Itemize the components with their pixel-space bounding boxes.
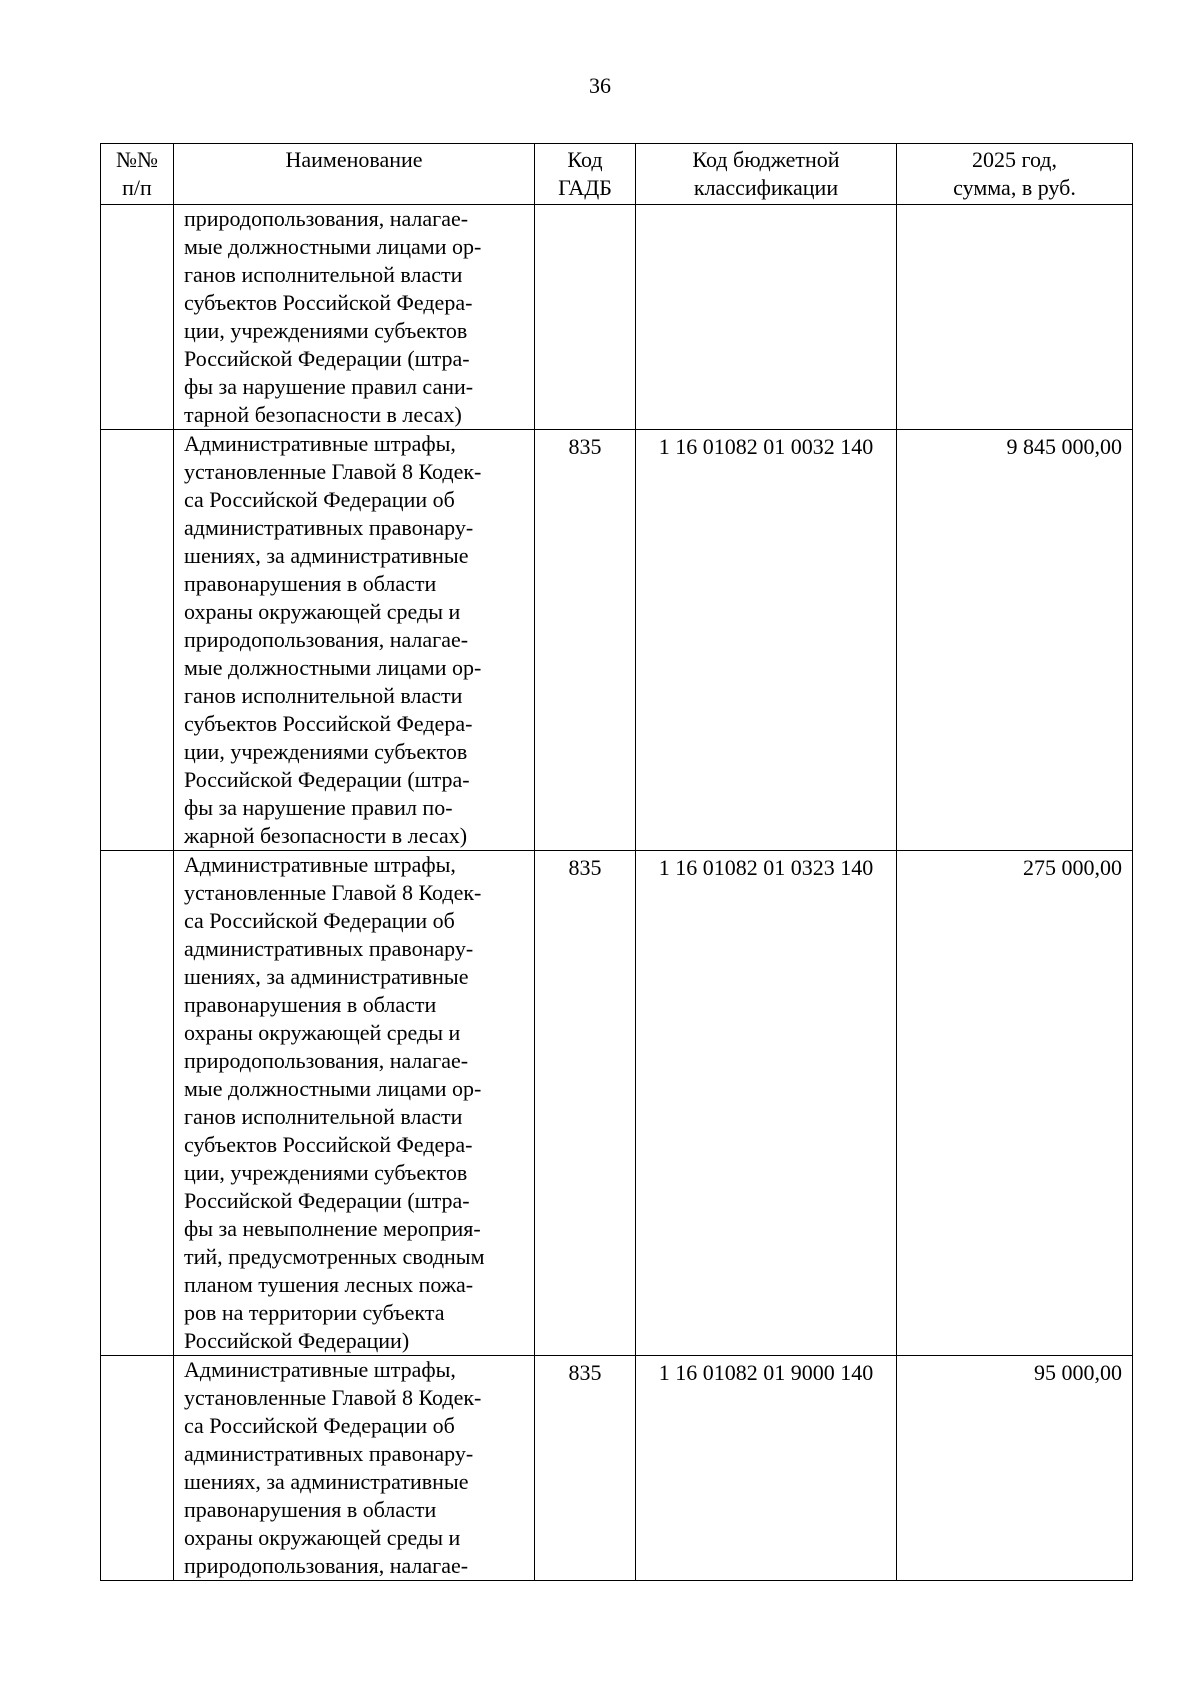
cell-name-line: ганов исполнительной власти	[184, 1104, 463, 1129]
header-sum-line-1: 2025 год,	[971, 147, 1058, 172]
cell-name	[174, 205, 535, 430]
cell-name-line: мые должностными лицами ор-	[184, 1076, 482, 1101]
cell-gadb: 835	[535, 430, 636, 851]
cell-name-line: Административные штрафы,	[184, 431, 456, 456]
cell-name-line: охраны окружающей среды и	[184, 1525, 461, 1550]
cell-name-line: ганов исполнительной власти	[184, 262, 463, 287]
cell-sum	[897, 205, 1133, 430]
budget-table	[100, 143, 1133, 1581]
cell-name-line: са Российской Федерации об	[184, 908, 455, 933]
cell-name-line: ганов исполнительной власти	[184, 683, 463, 708]
header-kbk-line-1: Код бюджетной	[692, 147, 840, 172]
cell-num	[101, 1356, 174, 1581]
cell-kbk: 1 16 01082 01 9000 140	[636, 1356, 897, 1581]
cell-name-line: мые должностными лицами ор-	[184, 234, 482, 259]
cell-name-line: субъектов Российской Федера-	[184, 1132, 473, 1157]
cell-name-line: охраны окружающей среды и	[184, 599, 461, 624]
cell-name-line: шениях, за административные	[184, 964, 469, 989]
cell-num	[101, 430, 174, 851]
table-row	[101, 1356, 1133, 1581]
page-number: 36	[589, 73, 611, 98]
cell-name-line: Российской Федерации (штра-	[184, 767, 470, 792]
header-kbk	[636, 144, 897, 205]
cell-name-line: Российской Федерации (штра-	[184, 346, 470, 371]
header-kbk-line-2: классификации	[693, 175, 839, 200]
header-name	[174, 144, 535, 205]
cell-name	[174, 851, 535, 1356]
cell-name-line: са Российской Федерации об	[184, 487, 455, 512]
table-body	[101, 205, 1133, 1581]
cell-name-line: субъектов Российской Федера-	[184, 711, 473, 736]
cell-name-line: административных правонару-	[184, 515, 474, 540]
cell-kbk: 1 16 01082 01 0323 140	[636, 851, 897, 1356]
cell-name-line: Административные штрафы,	[184, 1357, 456, 1382]
header-row	[101, 144, 1133, 205]
cell-name-line: установленные Главой 8 Кодек-	[184, 459, 482, 484]
cell-name-line: Российской Федерации)	[184, 1328, 410, 1353]
cell-name-line: тий, предусмотренных сводным	[184, 1244, 485, 1269]
cell-name-line: планом тушения лесных пожа-	[184, 1272, 474, 1297]
table-row	[101, 430, 1133, 851]
cell-gadb	[535, 205, 636, 430]
cell-name-line: ров на территории субъекта	[184, 1300, 445, 1325]
cell-name-line: са Российской Федерации об	[184, 1413, 455, 1438]
cell-kbk	[636, 205, 897, 430]
cell-name-line: жарной безопасности в лесах)	[184, 823, 468, 848]
cell-name-line: шениях, за административные	[184, 543, 469, 568]
header-name-line-1: Наименование	[285, 147, 423, 172]
cell-num	[101, 851, 174, 1356]
cell-name-line: фы за нарушение правил сани-	[184, 374, 474, 399]
cell-name	[174, 430, 535, 851]
cell-gadb: 835	[535, 1356, 636, 1581]
table-row	[101, 205, 1133, 430]
table-header	[101, 144, 1133, 205]
cell-name-line: правонарушения в области	[184, 992, 437, 1017]
header-gadb-line-1: Код	[567, 147, 603, 172]
cell-name-line: природопользования, налагае-	[184, 1553, 469, 1578]
cell-sum: 95 000,00	[897, 1356, 1133, 1581]
cell-name-line: ции, учреждениями субъектов	[184, 739, 468, 764]
table-row	[101, 851, 1133, 1356]
cell-num	[101, 205, 174, 430]
cell-name-line: ции, учреждениями субъектов	[184, 1160, 468, 1185]
header-num-line-1: №№	[116, 147, 158, 172]
header-sum-line-2: сумма, в руб.	[953, 175, 1076, 200]
cell-name-line: Российской Федерации (штра-	[184, 1188, 470, 1213]
cell-name-line: мые должностными лицами ор-	[184, 655, 482, 680]
cell-name-line: субъектов Российской Федера-	[184, 290, 473, 315]
cell-name-line: фы за невыполнение мероприя-	[184, 1216, 481, 1241]
cell-name-line: природопользования, налагае-	[184, 627, 469, 652]
cell-name-line: правонарушения в области	[184, 571, 437, 596]
cell-name-line: природопользования, налагае-	[184, 206, 469, 231]
cell-sum: 275 000,00	[897, 851, 1133, 1356]
cell-name-line: установленные Главой 8 Кодек-	[184, 880, 482, 905]
cell-gadb: 835	[535, 851, 636, 1356]
cell-name-line: правонарушения в области	[184, 1497, 437, 1522]
cell-name	[174, 1356, 535, 1581]
cell-name-line: охраны окружающей среды и	[184, 1020, 461, 1045]
cell-name-line: фы за нарушение правил по-	[184, 795, 453, 820]
cell-name-line: ции, учреждениями субъектов	[184, 318, 468, 343]
cell-name-line: тарной безопасности в лесах)	[184, 402, 462, 427]
cell-sum: 9 845 000,00	[897, 430, 1133, 851]
header-num-line-2: п/п	[122, 175, 152, 200]
cell-name-line: административных правонару-	[184, 936, 474, 961]
cell-name-line: Административные штрафы,	[184, 852, 456, 877]
cell-name-line: установленные Главой 8 Кодек-	[184, 1385, 482, 1410]
header-num	[101, 144, 174, 205]
cell-name-line: административных правонару-	[184, 1441, 474, 1466]
header-sum	[897, 144, 1133, 205]
cell-name-line: природопользования, налагае-	[184, 1048, 469, 1073]
header-gadb	[535, 144, 636, 205]
cell-kbk: 1 16 01082 01 0032 140	[636, 430, 897, 851]
header-gadb-line-2: ГАДБ	[558, 175, 612, 200]
cell-name-line: шениях, за административные	[184, 1469, 469, 1494]
